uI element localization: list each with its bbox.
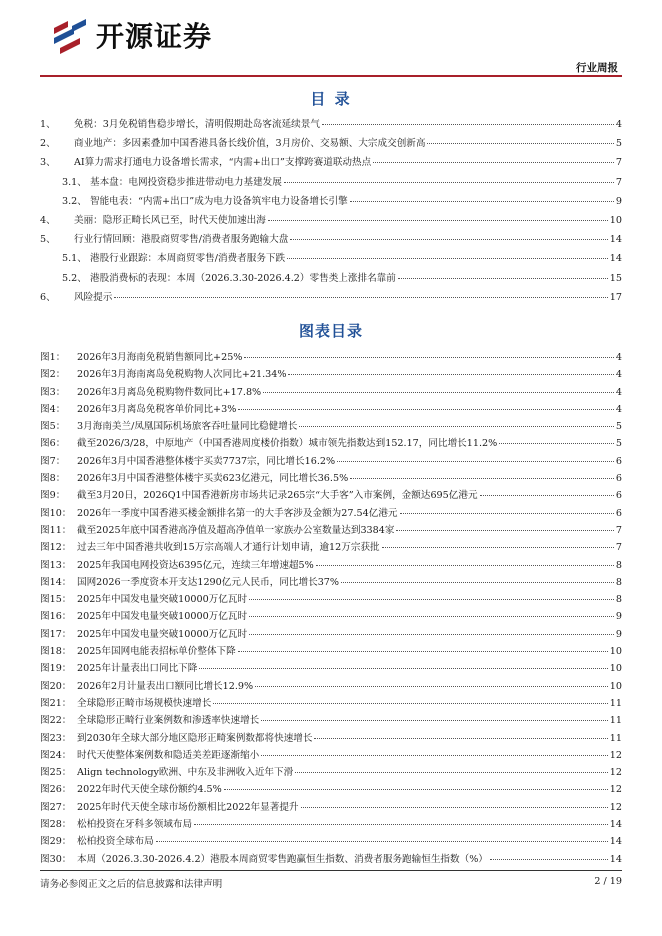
figure-entry-page: 6 xyxy=(615,507,622,519)
figure-entry-number: 图22： xyxy=(40,715,72,727)
figure-entry-page: 12 xyxy=(609,749,622,761)
toc-entry-number: 4、 xyxy=(40,214,56,226)
figure-entry-title: 2022年时代天使全球份额约4.5% xyxy=(77,784,222,796)
figure-entry-number: 图19： xyxy=(40,663,72,675)
figure-entry-page: 12 xyxy=(609,767,622,779)
figure-entry-title: Align technology欧洲、中东及非洲收入近年下滑 xyxy=(77,767,294,779)
dot-leader xyxy=(427,143,613,144)
figure-entry-page: 6 xyxy=(615,473,622,485)
figure-entry-title: 2025年我国电网投资达6395亿元，连续三年增速超5% xyxy=(77,559,314,571)
dot-leader xyxy=(249,634,614,635)
figure-entry[interactable] xyxy=(40,453,622,470)
figure-entry-title: 到2030年全球大部分地区隐形正畸案例数都将快速增长 xyxy=(77,732,313,744)
figure-entry-page: 11 xyxy=(609,715,622,727)
figure-entry-number: 图30： xyxy=(40,853,72,865)
figure-entry[interactable] xyxy=(40,695,622,712)
figure-entry[interactable] xyxy=(40,608,622,625)
figure-entry-page: 8 xyxy=(615,576,622,588)
figure-entry-page: 5 xyxy=(615,438,622,450)
figure-entry-page: 4 xyxy=(615,403,622,415)
figure-entry[interactable] xyxy=(40,384,622,401)
figure-entry-title: 2025年中国发电量突破10000万亿瓦时 xyxy=(77,628,248,640)
figure-entry-page: 12 xyxy=(609,801,622,813)
figure-entry-number: 图14： xyxy=(40,576,72,588)
dot-leader xyxy=(284,182,614,183)
toc-entry-number: 3.2、 xyxy=(62,195,87,207)
dot-leader xyxy=(249,616,614,617)
dot-leader xyxy=(194,824,608,825)
toc-entry-title: AI算力需求打通电力设备增长需求，“内需+出口”支撑跨赛道联动热点 xyxy=(74,157,372,169)
toc-entry-number: 5、 xyxy=(40,234,56,246)
figure-entry[interactable] xyxy=(40,418,622,435)
figure-entry-number: 图2： xyxy=(40,369,66,381)
figure-entry-page: 12 xyxy=(609,784,622,796)
document-type-label: 行业周报 xyxy=(576,62,618,74)
figure-entry-title: 2026年3月中国香港整体楼宇买卖7737宗，同比增长16.2% xyxy=(77,455,336,467)
figure-entry-number: 图11： xyxy=(40,524,72,536)
dot-leader xyxy=(268,220,608,221)
toc-entry-page: 15 xyxy=(609,272,622,284)
page-header xyxy=(0,0,662,75)
toc-entry[interactable] xyxy=(40,135,622,154)
toc-entry-title: 智能电表：“内需+出口”成为电力设备筑牢电力设备增长引擎 xyxy=(90,195,348,207)
dot-leader xyxy=(255,686,608,687)
dot-leader xyxy=(249,599,614,600)
dot-leader xyxy=(287,258,608,259)
toc-entry[interactable] xyxy=(40,289,622,308)
figure-entry-number: 图26： xyxy=(40,784,72,796)
footer-disclaimer: 请务必参阅正文之后的信息披露和法律声明 xyxy=(40,879,223,890)
figure-entry-number: 图18： xyxy=(40,646,72,658)
figure-entry-page: 9 xyxy=(615,628,622,640)
dot-leader xyxy=(337,461,614,462)
toc-entry-page: 4 xyxy=(615,119,622,130)
figure-entry-number: 图24： xyxy=(40,749,72,761)
figure-entry[interactable] xyxy=(40,851,622,868)
figure-index-list xyxy=(40,349,622,868)
dot-leader xyxy=(261,720,608,721)
figure-entry-number: 图21： xyxy=(40,697,72,709)
figure-entry[interactable] xyxy=(40,435,622,452)
dot-leader xyxy=(224,789,608,790)
figure-entry-title: 2025年中国发电量突破10000万亿瓦时 xyxy=(77,594,248,606)
dot-leader xyxy=(301,807,608,808)
figure-entry-number: 图6： xyxy=(40,438,66,450)
dot-leader xyxy=(295,772,608,773)
figure-entry-number: 图3： xyxy=(40,386,66,398)
dot-leader xyxy=(373,162,614,163)
figure-entry-number: 图27： xyxy=(40,801,72,813)
figure-entry-number: 图7： xyxy=(40,455,66,467)
toc-entry-page: 9 xyxy=(615,195,622,207)
figure-entry-title: 松柏投资在牙科多领域布局 xyxy=(77,819,193,831)
toc-entry-title: 行业行情回顾：港股商贸零售/消费者服务跑输大盘 xyxy=(74,234,289,246)
figure-entry[interactable] xyxy=(40,591,622,608)
figure-entry-number: 图17： xyxy=(40,628,72,640)
figure-entry-title: 截至2025年底中国香港高净值及超高净值单一家族办公室数量达到3384家 xyxy=(77,524,395,536)
figure-entry[interactable] xyxy=(40,505,622,522)
figure-entry-title: 2025年中国发电量突破10000万亿瓦时 xyxy=(77,611,248,623)
figure-entry[interactable] xyxy=(40,712,622,729)
figure-entry-page: 9 xyxy=(615,611,622,623)
figure-entry-title: 2025年时代天使全球市场份额相比2022年显著提升 xyxy=(77,801,299,813)
dot-leader xyxy=(261,755,608,756)
figure-entry-title: 国网2026一季度资本开支达1290亿元人民币，同比增长37% xyxy=(77,576,340,588)
toc-entry-number: 3.1、 xyxy=(62,176,87,188)
dot-leader xyxy=(238,409,614,410)
figure-entry-title: 全球隐形正畸市场规模快速增长 xyxy=(77,697,212,709)
figure-entry-page: 6 xyxy=(615,490,622,502)
dot-leader xyxy=(314,738,607,739)
figure-entry-title: 2026年3月海南免税销售额同比+25% xyxy=(77,352,243,363)
figure-entry-title: 过去三年中国香港共收到15万宗高端人才通行计划申请，逾12万宗获批 xyxy=(77,542,380,554)
toc-entry-page: 17 xyxy=(609,291,622,303)
figure-entry-number: 图9： xyxy=(40,490,66,502)
figure-entry-page: 14 xyxy=(609,836,622,848)
footer-divider xyxy=(40,870,622,871)
dot-leader xyxy=(213,703,607,704)
figure-entry-number: 图8： xyxy=(40,473,66,485)
dot-leader xyxy=(400,513,614,514)
kaiyuan-logo-icon xyxy=(52,18,88,58)
toc-entry-title: 港股行业跟踪：本周商贸零售/消费者服务下跌 xyxy=(90,253,286,265)
figure-entry-title: 截至3月20日，2026Q1中国香港新房市场共记录265宗“大手客”入市案例，金额达695亿港元 xyxy=(77,490,478,502)
dot-leader xyxy=(156,841,608,842)
toc-heading: 目 录 xyxy=(310,90,352,108)
figure-entry[interactable] xyxy=(40,730,622,747)
figure-entry-number: 图10： xyxy=(40,507,72,519)
figure-entry-page: 6 xyxy=(615,455,622,467)
toc-entry-number: 1、 xyxy=(40,119,56,130)
page-number: 2 / 19 xyxy=(594,876,622,887)
dot-leader xyxy=(396,530,613,531)
figure-entry[interactable] xyxy=(40,522,622,539)
figure-entry[interactable] xyxy=(40,557,622,574)
figure-entry-title: 3月海南美兰/凤凰国际机场旅客吞吐量同比稳健增长 xyxy=(77,421,298,433)
figure-entry-title: 2026年3月中国香港整体楼宇买卖623亿港元，同比增长36.5% xyxy=(77,473,349,485)
figure-index-heading: 图表目录 xyxy=(298,322,363,340)
figure-entry[interactable] xyxy=(40,799,622,816)
figure-entry-number: 图28： xyxy=(40,819,72,831)
figure-entry-number: 图25： xyxy=(40,767,72,779)
figure-entry[interactable] xyxy=(40,747,622,764)
figure-entry-page: 4 xyxy=(615,369,622,381)
figure-entry-page: 14 xyxy=(609,819,622,831)
figure-entry-page: 7 xyxy=(615,524,622,536)
figure-entry-page: 10 xyxy=(609,646,622,658)
figure-entry[interactable] xyxy=(40,401,622,418)
toc-entry-title: 基本盘：电网投资稳步推进带动电力基建发展 xyxy=(90,176,282,188)
toc-entry-page: 7 xyxy=(615,176,622,188)
figure-entry-title: 本周（2026.3.30-2026.4.2）港股本周商贸零售跑赢恒生指数、消费者服务跑输恒生指数（%） xyxy=(77,853,488,865)
figure-entry[interactable] xyxy=(40,539,622,556)
figure-entry-title: 2025年国网电能表招标单价整体下降 xyxy=(77,646,236,658)
dot-leader xyxy=(350,478,614,479)
dot-leader xyxy=(490,859,608,860)
dot-leader xyxy=(114,297,607,298)
dot-leader xyxy=(290,239,607,240)
toc-entry[interactable] xyxy=(40,212,622,231)
toc-entry[interactable] xyxy=(40,231,622,250)
toc-entry-page: 7 xyxy=(615,157,622,169)
toc-entry-title: 风险提示 xyxy=(74,291,113,303)
figure-entry[interactable] xyxy=(40,764,622,781)
toc-entry[interactable] xyxy=(40,154,622,173)
figure-entry-number: 图5： xyxy=(40,421,66,433)
figure-entry-title: 截至2026/3/28，中原地产（中国香港周度楼价指数）城市领先指数达到152.17，同比增长11.2% xyxy=(77,438,498,450)
figure-entry-title: 2025年计量表出口同比下降 xyxy=(77,663,198,675)
figure-entry-title: 2026年3月离岛免税购物件数同比+17.8% xyxy=(77,386,262,398)
toc-entry[interactable] xyxy=(40,193,622,212)
figure-entry[interactable] xyxy=(40,470,622,487)
figure-entry-number: 图13： xyxy=(40,559,72,571)
toc-entry-title: 美丽：隐形正畸长风已至，时代天使加速出海 xyxy=(74,214,266,226)
dot-leader xyxy=(499,443,614,444)
figure-entry-page: 4 xyxy=(615,386,622,398)
figure-entry[interactable] xyxy=(40,678,622,695)
toc-entry[interactable] xyxy=(40,250,622,269)
dot-leader xyxy=(322,124,614,125)
figure-entry[interactable] xyxy=(40,626,622,643)
figure-entry[interactable] xyxy=(40,487,622,504)
toc-entry[interactable] xyxy=(40,270,622,289)
figure-entry-title: 时代天使整体案例数和隐适美差距逐渐缩小 xyxy=(77,749,260,761)
dot-leader xyxy=(288,374,613,375)
header-divider xyxy=(40,75,622,77)
toc-entry-title: 商业地产：多因素叠加中国香港具备长线价值，3月房价、交易额、大宗成交创新高 xyxy=(74,138,426,150)
figure-entry[interactable] xyxy=(40,781,622,798)
dot-leader xyxy=(398,278,608,279)
toc-entry[interactable] xyxy=(40,116,622,135)
figure-entry-page: 8 xyxy=(615,559,622,571)
figure-entry-page: 5 xyxy=(615,421,622,433)
figure-entry[interactable] xyxy=(40,816,622,833)
figure-entry[interactable] xyxy=(40,643,622,660)
figure-entry-number: 图1： xyxy=(40,352,66,363)
toc-entry-title: 港股消费标的表现：本周（2026.3.30-2026.4.2）零售类上涨排名靠前 xyxy=(90,272,396,284)
figure-entry[interactable] xyxy=(40,833,622,850)
toc-entry-page: 14 xyxy=(609,234,622,246)
figure-entry-title: 2026年一季度中国香港买楼金额排名第一的大手客涉及金额为27.54亿港元 xyxy=(77,507,398,519)
company-logo xyxy=(52,18,252,58)
figure-entry-page: 4 xyxy=(615,352,622,363)
figure-entry-number: 图29： xyxy=(40,836,72,848)
figure-entry-number: 图23： xyxy=(40,732,72,744)
dot-leader xyxy=(299,426,613,427)
toc-entry-page: 10 xyxy=(609,214,622,226)
figure-entry-page: 10 xyxy=(609,680,622,692)
dot-leader xyxy=(238,651,608,652)
figure-entry-title: 2026年3月离岛免税客单价同比+3% xyxy=(77,403,237,415)
company-name: 开源证券 xyxy=(96,20,213,53)
toc-entry-number: 2、 xyxy=(40,138,56,150)
toc-entry-page: 14 xyxy=(609,253,622,265)
figure-entry-page: 14 xyxy=(609,853,622,865)
toc-list xyxy=(40,116,622,308)
dot-leader xyxy=(341,582,614,583)
dot-leader xyxy=(382,547,614,548)
toc-entry-number: 5.1、 xyxy=(62,253,87,265)
figure-entry-number: 图16： xyxy=(40,611,72,623)
figure-entry[interactable] xyxy=(40,574,622,591)
figure-entry-page: 7 xyxy=(615,542,622,554)
dot-leader xyxy=(199,668,607,669)
dot-leader xyxy=(350,201,614,202)
figure-entry[interactable] xyxy=(40,349,622,366)
figure-entry-title: 全球隐形正畸行业案例数和渗透率快速增长 xyxy=(77,715,260,727)
figure-entry-title: 2026年2月计量表出口额同比增长12.9% xyxy=(77,680,254,692)
figure-entry-number: 图4： xyxy=(40,403,66,415)
toc-entry[interactable] xyxy=(40,174,622,193)
dot-leader xyxy=(480,495,614,496)
figure-entry-page: 11 xyxy=(609,697,622,709)
figure-entry-page: 11 xyxy=(609,732,622,744)
toc-entry-number: 6、 xyxy=(40,291,56,303)
figure-entry[interactable] xyxy=(40,660,622,677)
toc-entry-number: 3、 xyxy=(40,157,56,169)
dot-leader xyxy=(316,565,614,566)
toc-entry-title: 免税：3月免税销售稳步增长，清明假期赴岛客流延续景气 xyxy=(74,119,320,130)
toc-entry-number: 5.2、 xyxy=(62,272,87,284)
figure-entry-title: 2026年3月海南离岛免税购物人次同比+21.34% xyxy=(77,369,287,381)
figure-entry-number: 图15： xyxy=(40,594,72,606)
figure-entry-title: 松柏投资全球布局 xyxy=(77,836,154,848)
toc-entry-page: 5 xyxy=(615,138,622,150)
figure-entry-page: 8 xyxy=(615,594,622,606)
figure-entry-number: 图12： xyxy=(40,542,72,554)
dot-leader xyxy=(244,357,613,358)
dot-leader xyxy=(263,392,614,393)
figure-entry[interactable] xyxy=(40,366,622,383)
figure-entry-page: 10 xyxy=(609,663,622,675)
figure-entry-number: 图20： xyxy=(40,680,72,692)
